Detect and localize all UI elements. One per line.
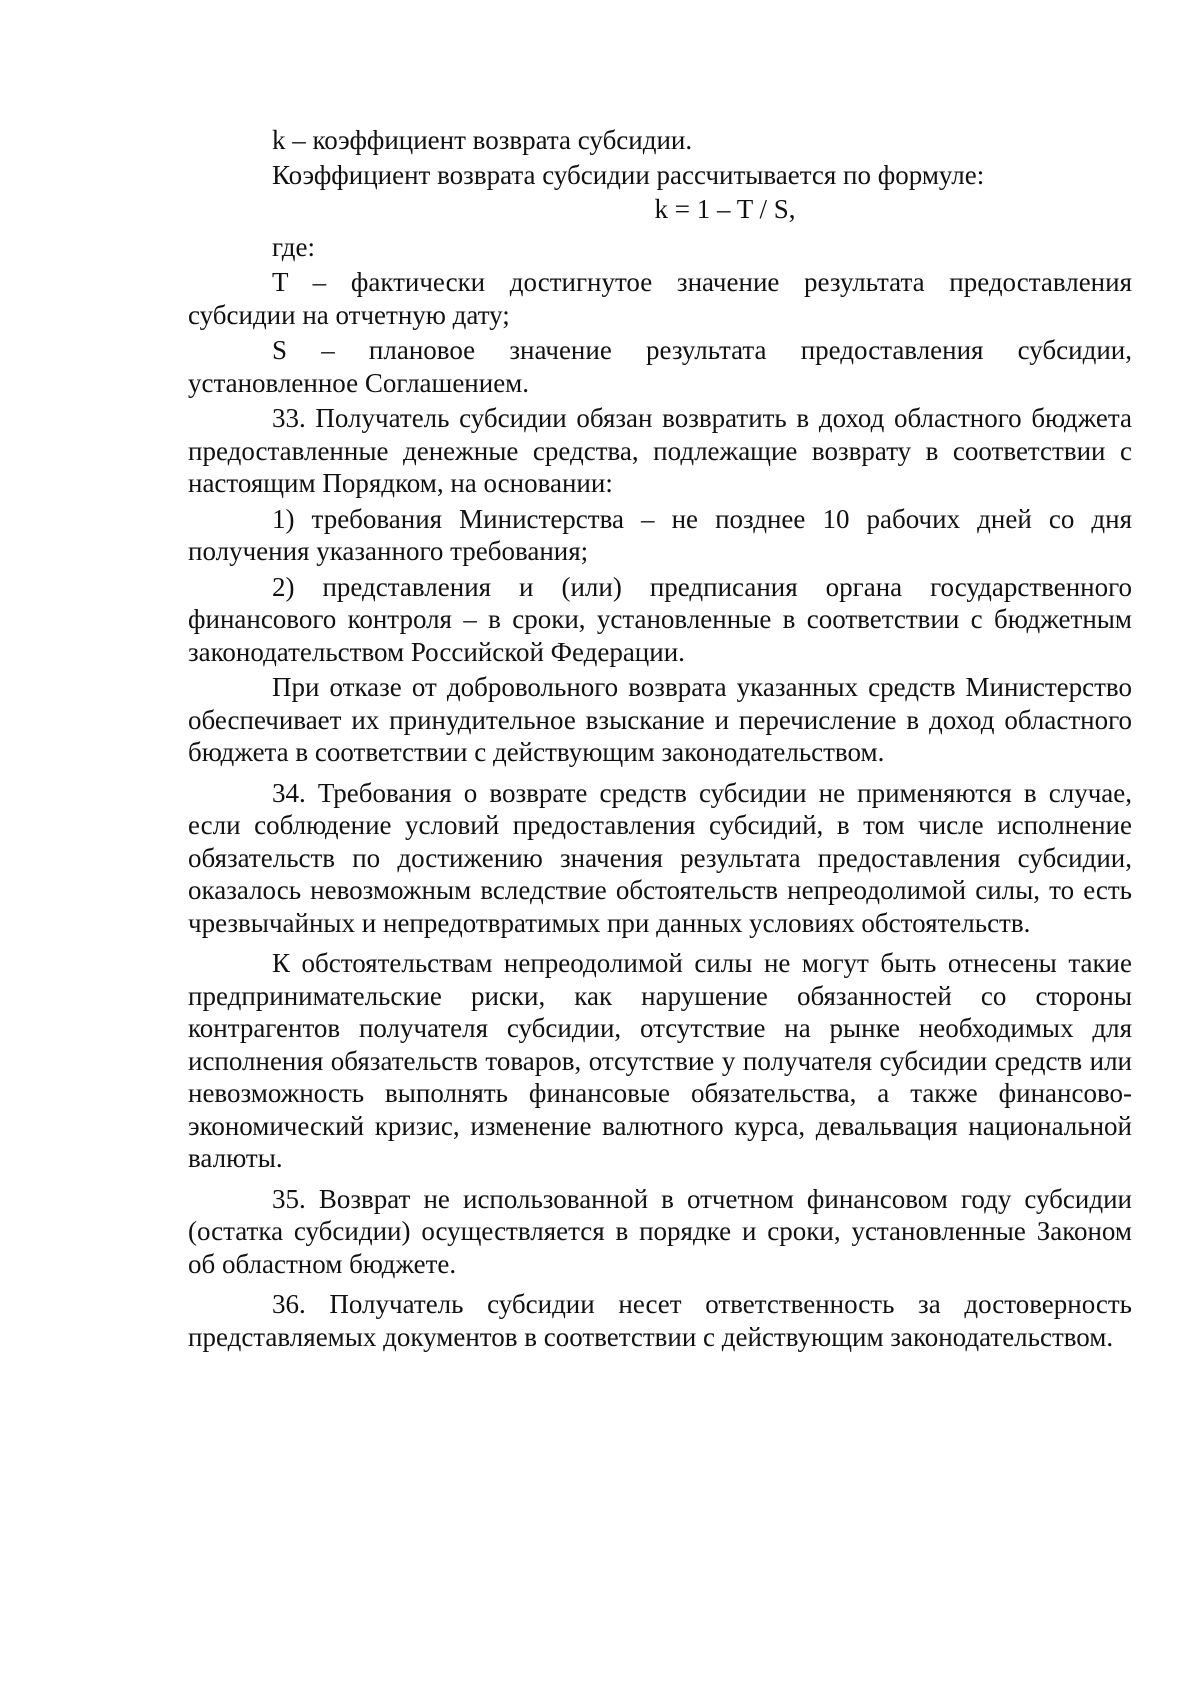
k-definition: k – коэффициент возврата субсидии. (272, 125, 693, 155)
paragraph-33-subitem-2: 2) представления и (или) предписания органа государственного финансового контроля – в сроки, установленные в соответствии с бюджетным законодательством Российской Федерации. (188, 571, 1132, 667)
paragraph-34: 34. Требования о возврате средств субсидии не применяются в случае, если соблюдение условий предоставления субсидий, в том числе исполнение обязательств по достижению значения результата предоставления субсидии, оказалось невозможным вследствие обстоятельств непреодолимой силы, то есть чрезвычайных и непредотвратимых при данных условиях обстоятельств. (188, 777, 1132, 938)
t-definition: T – фактически достигнутое значение результата предоставления субсидии на отчетную дату; (188, 267, 1132, 330)
paragraph-36: 36. Получатель субсидии несет ответственность за достоверность представляемых документов в соответствии с действующим законодательством. (188, 1289, 1132, 1352)
paragraph-33-subitem-1: 1) требования Министерства – не позднее 10 рабочих дней со дня получения указанного требования; (188, 503, 1132, 566)
return-coefficient-formula: k = 1 – T / S, (654, 194, 796, 224)
where-label: где: (272, 232, 315, 262)
document-body (188, 124, 1132, 1353)
paragraph-33: 33. Получатель субсидии обязан возвратить в доход областного бюджета предоставленные денежные средства, подлежащие возврату в соответствии с настоящим Порядком, на основании: (188, 403, 1132, 498)
paragraph-33-refusal: При отказе от добровольного возврата указанных средств Министерство обеспечивает их принудительное взыскание и перечисление в доход областного бюджета в соответствии с действующим законодательством. (188, 672, 1132, 767)
paragraph-35: 35. Возврат не использованной в отчетном финансовом году субсидии (остатка субсидии) осуществляется в порядке и сроки, установленные Законом об областном бюджете. (188, 1183, 1132, 1279)
s-definition: S – плановое значение результата предоставления субсидии, установленное Соглашением. (188, 335, 1132, 398)
paragraph-34-force-majeure: К обстоятельствам непреодолимой силы не могут быть отнесены такие предпринимательские риски, как нарушение обязанностей со стороны контрагентов получателя субсидии, отсутствие на рынке необходимых для исполнения обязательств товаров, отсутствие у получателя субсидии средств или невозможность выполнять финансовые обязательства, а также финансово-экономический кризис, изменение валютного курса, девальвация национальной валюты. (188, 948, 1132, 1173)
coefficient-intro: Коэффициент возврата субсидии рассчитывается по формуле: (272, 160, 985, 190)
